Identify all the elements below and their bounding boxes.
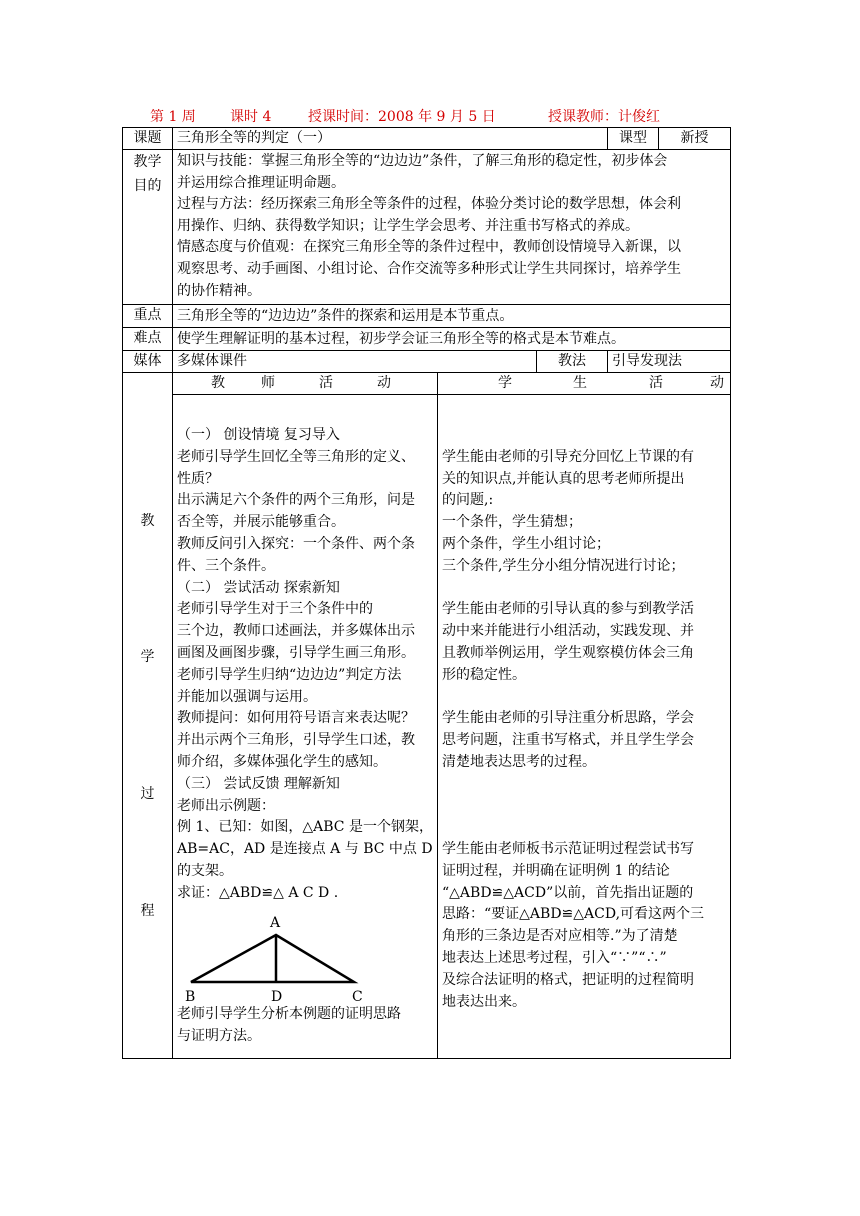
- difficulty-row: [123, 328, 731, 351]
- text-line: 地表达出来。: [442, 993, 526, 1010]
- triangle-abc: [191, 935, 354, 982]
- text-line: 与证明方法。: [177, 1028, 261, 1045]
- text-line: [442, 817, 726, 839]
- text-line: 师介绍，多媒体强化学生的感知。: [177, 753, 387, 770]
- goals-line: 观察思考、动手画图、小组讨论、合作交流等多种形式让学生共同探讨，培养学生: [177, 260, 681, 277]
- lesson-header: [150, 106, 750, 126]
- text-line: [442, 796, 726, 818]
- goals-content: [173, 150, 731, 305]
- text-line: 老师引导学生对于三个条件中的: [177, 601, 373, 618]
- teacher-activity-text: [177, 403, 433, 904]
- topic-value: 三角形全等的判定（一）: [173, 128, 608, 150]
- text-line: 动中来并能进行小组活动，实践发现、并: [442, 623, 694, 640]
- text-line: 的支架。: [177, 862, 233, 879]
- student-activity: [438, 395, 731, 1059]
- point-d-label: D: [271, 989, 283, 1006]
- goals-label-line1: 教学: [133, 154, 162, 170]
- text-line: [442, 403, 726, 425]
- goals-line: 情感态度与价值观：在探究三角形全等的条件过程中，教师创设情境导入新课，以: [177, 239, 681, 256]
- topic-row: [123, 128, 731, 150]
- lesson-type-label: 课型: [608, 128, 659, 150]
- text-line: [442, 425, 726, 447]
- lesson-plan-table: [122, 127, 731, 1059]
- goals-line: 的协作精神。: [177, 282, 261, 299]
- key-point-row: [123, 305, 731, 328]
- text-line: AB=AC，AD 是连接点 A 与 BC 中点 D: [177, 841, 433, 858]
- text-line: 画图及画图步骤，引导学生画三角形。: [177, 644, 415, 661]
- goals-line: 用操作、归纳、获得数学知识；让学生学会思考、并注重书写格式的养成。: [177, 217, 639, 234]
- vertex-a-label: A: [270, 915, 281, 932]
- text-line: 且教师举例运用，学生观察模仿体会三角: [442, 644, 694, 661]
- text-line: 出示满足六个条件的两个三角形，问是: [177, 492, 415, 509]
- teacher-activity: [173, 395, 438, 1059]
- goals-line: 知识与技能：掌握三角形全等的“边边边”条件，了解三角形的稳定性，初步体会: [177, 153, 668, 169]
- text-line: 清楚地表达思考的过程。: [442, 753, 596, 770]
- triangle-figure: [177, 906, 433, 1006]
- text-line: [442, 578, 726, 600]
- text-line: [177, 403, 433, 425]
- text-line: 思路：“要证△ABD≌△ACD,可看这两个三: [442, 906, 705, 923]
- difficulty-label: 难点: [123, 328, 173, 351]
- text-line: 老师引导学生分析本例题的证明思路: [177, 1006, 401, 1023]
- student-head-char: 学: [498, 375, 512, 392]
- method-label: 教法: [537, 351, 608, 373]
- media-label: 媒体: [123, 351, 173, 373]
- text-line: 三个条件,学生分小组分情况进行讨论；: [442, 557, 685, 574]
- teacher-head-char: 动: [377, 375, 391, 392]
- text-line: 关的知识点,并能认真的思考老师所提出: [442, 470, 685, 487]
- text-line: 例 1、已知：如图，△ABC 是一个钢架，: [177, 819, 433, 836]
- text-line: [442, 687, 726, 709]
- text-line: 的问题,:: [442, 492, 494, 509]
- text-line: 否全等，并展示能够重合。: [177, 514, 345, 531]
- header-week: 第 1 周: [150, 109, 196, 125]
- text-line: 性质？: [177, 470, 219, 487]
- process-label-char: 学: [140, 649, 155, 666]
- text-line: 三个边，教师口述画法，并多媒体出示: [177, 623, 415, 640]
- goals-label: [123, 150, 173, 305]
- media-row: [123, 351, 731, 373]
- text-line: 学生能由老师的引导充分回忆上节课的有: [442, 448, 694, 465]
- method-value: 引导发现法: [608, 351, 731, 373]
- text-line: 学生能由老师的引导注重分析思路，学会: [442, 710, 694, 727]
- text-line: 老师引导学生回忆全等三角形的定义、: [177, 448, 415, 465]
- text-line: 老师出示例题：: [177, 797, 275, 814]
- process-label: [123, 373, 173, 1059]
- text-line: 件、三个条件。: [177, 557, 275, 574]
- text-line: “△ABD≌△ACD”以前，首先指出证题的: [442, 884, 694, 901]
- header-date: 授课时间：2008 年 9 月 5 日: [308, 109, 496, 125]
- header-period: 课时 4: [230, 109, 272, 125]
- goals-line: 过程与方法：经历探索三角形全等条件的过程，体验分类讨论的数学思想，体会利: [177, 196, 681, 213]
- student-head-char: 活: [649, 375, 663, 392]
- text-line: 证明过程，并明确在证明例 1 的结论: [442, 862, 670, 879]
- text-line: 形的稳定性。: [442, 666, 526, 683]
- text-line: 地表达上述思考过程，引入“∵”“∴”: [442, 950, 667, 967]
- process-label-char: 教: [140, 513, 155, 530]
- text-line: 角形的三条边是否对应相等.”为了清楚: [442, 928, 678, 945]
- key-point-label: 重点: [123, 305, 173, 328]
- text-line: （一） 创设情境 复习导入: [177, 426, 340, 443]
- text-line: 教师反问引入探究：一个条件、两个条: [177, 535, 415, 552]
- text-line: 老师引导学生归纳“边边边”判定方法: [177, 666, 402, 683]
- text-line: 求证：△ABD≌△ A C D .: [177, 884, 339, 901]
- process-label-char: 过: [140, 786, 155, 803]
- teacher-head-char: 教: [211, 375, 225, 392]
- goals-label-line2: 目的: [133, 178, 162, 194]
- text-line: 思考问题，注重书写格式，并且学生学会: [442, 732, 694, 749]
- text-line: 学生能由老师的引导认真的参与到教学活: [442, 601, 694, 618]
- student-head-char: 动: [710, 375, 724, 392]
- student-activity-text: [442, 403, 726, 1013]
- text-line: 教师提问：如何用符号语言来表达呢？: [177, 710, 415, 727]
- student-head-char: 生: [573, 375, 587, 392]
- text-line: 一个条件，学生猜想；: [442, 514, 582, 531]
- header-teacher: 授课教师：计俊红: [548, 109, 660, 125]
- text-line: 及综合法证明的格式，把证明的过程简明: [442, 971, 694, 988]
- topic-label: 课题: [123, 128, 173, 150]
- teacher-head-char: 师: [261, 375, 275, 392]
- process-label-char: 程: [140, 903, 155, 920]
- text-line: 学生能由老师板书示范证明过程尝试书写: [442, 841, 694, 858]
- text-line: （二） 尝试活动 探索新知: [177, 579, 340, 596]
- media-value: 多媒体课件: [173, 351, 537, 373]
- text-line: （三） 尝试反馈 理解新知: [177, 775, 340, 792]
- vertex-b-label: B: [185, 989, 196, 1006]
- activity-head-row: [123, 373, 731, 395]
- goals-line: 并运用综合推理证明命题。: [177, 174, 345, 191]
- teacher-activity-closing: [177, 1004, 433, 1048]
- student-activity-header: [438, 373, 731, 395]
- text-line: [442, 774, 726, 796]
- text-line: 并出示两个三角形，引导学生口述，教: [177, 732, 415, 749]
- vertex-c-label: C: [352, 989, 363, 1006]
- difficulty-value: 使学生理解证明的基本过程，初步学会证三角形全等的格式是本节难点。: [173, 328, 731, 351]
- teacher-head-char: 活: [319, 375, 333, 392]
- activity-body-row: [123, 395, 731, 1059]
- key-point-value: 三角形全等的“边边边”条件的探索和运用是本节重点。: [173, 305, 731, 328]
- teacher-activity-header: [173, 373, 438, 395]
- goals-row: [123, 150, 731, 305]
- text-line: 并能加以强调与运用。: [177, 688, 317, 705]
- lesson-type-value: 新授: [659, 128, 731, 150]
- text-line: 两个条件，学生小组讨论；: [442, 535, 610, 552]
